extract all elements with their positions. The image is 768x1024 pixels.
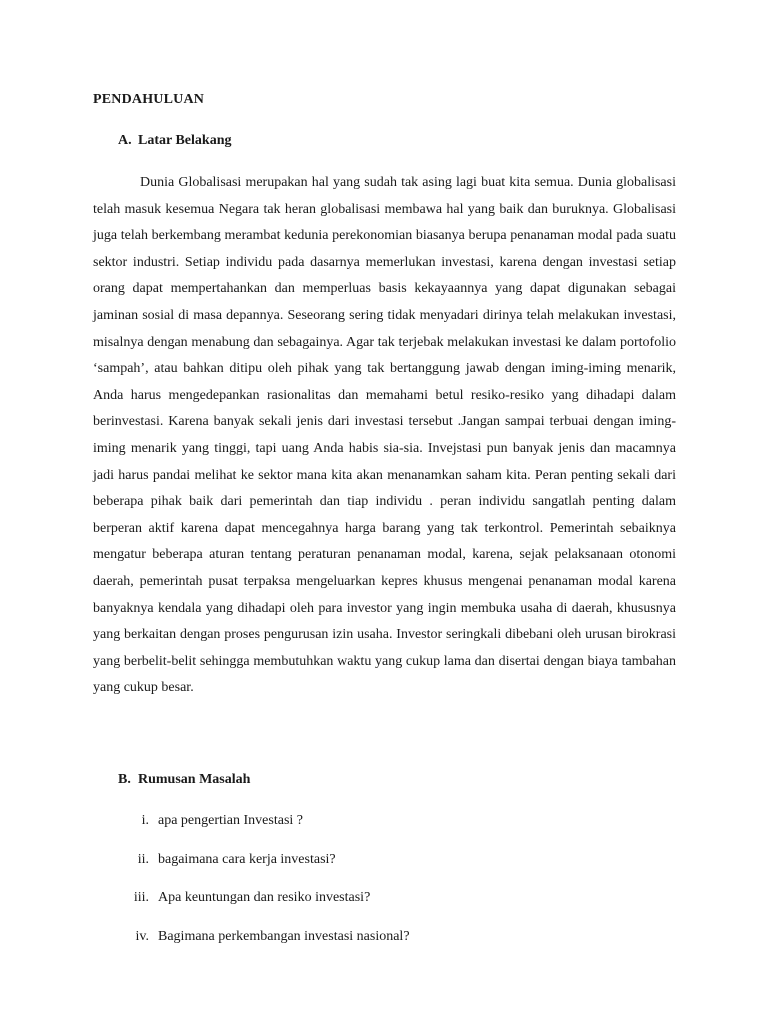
list-item — [93, 812, 673, 851]
section-a-heading-text: Latar Belakang — [138, 133, 232, 148]
list-item-number: ii. — [137, 851, 149, 867]
list-item-text: Bagimana perkembangan investasi nasional? — [158, 928, 410, 944]
list-item — [93, 889, 673, 928]
research-questions-list — [93, 812, 673, 966]
document-title: PENDAHULUAN — [93, 92, 205, 107]
list-item-number: i. — [141, 813, 149, 828]
list-item-text: bagaimana cara kerja investasi? — [158, 851, 336, 867]
list-item-text: apa pengertian Investasi ? — [158, 813, 303, 828]
list-item-text: Apa keuntungan dan resiko investasi? — [158, 890, 371, 905]
background-paragraph: Dunia Globalisasi merupakan hal yang sudah tak asing lagi buat kita semua. Dunia globalisasi telah masuk kesemua Negara tak heran globalisasi membawa hal yang baik dan buruknya. Globalisasi juga telah berkembang merambat kedunia perekonomian biasanya berupa penanaman modal pada suatu sektor industri. Setiap individu pada dasarnya memerlukan investasi, karena dengan investasi setiap orang dapat mempertahankan dan memperluas basis kekayaannya yang dapat digunakan sebagai jaminan sosial di masa depannya. Seseorang sering tidak menyadari dirinya telah melakukan investasi, misalnya dengan menabung dan sebagainya. Agar tak terjebak melakukan investasi ke dalam portofolio ‘sampah’, atau bahkan ditipu oleh pihak yang tak bertanggung jawab dengan iming-iming menarik, Anda harus mengedepankan rasionalitas dan memahami betul resiko-resiko yang dihadapi dalam berinvestasi. Karena banyak sekali jenis dari investasi tersebut .Jangan sampai terbuai dengan iming-iming menarik yang tinggi, tapi uang Anda habis sia-sia. Invejstasi pun banyak jenis dan macamnya jadi harus pandai melihat ke sektor mana kita akan menanamkan saham kita. Peran penting sekali dari beberapa pihak baik dari pemerintah dan tiap individu . peran individu sangatlah penting dalam berperan aktif karena dapat mencegahnya harga barang yang tak terkontrol. Pemerintah sebaiknya mengatur beberapa aturan tentang peraturan penanaman modal, karena, sejak pelaksanaan otonomi daerah, pemerintah pusat terpaksa mengeluarkan kepres khusus mengenai penanaman modal karena banyaknya kendala yang dihadapi oleh para investor yang ingin membuka usaha di daerah, khususnya yang berkaitan dengan proses pengurusan izin usaha. Investor seringkali dibebani oleh urusan birokrasi yang berbelit-belit sehingga membutuhkan waktu yang cukup lama dan disertai dengan biaya tambahan yang cukup besar. — [93, 175, 676, 696]
section-b-heading — [118, 772, 250, 788]
section-a-marker: A. — [118, 133, 132, 148]
section-a-heading — [118, 133, 231, 149]
section-b-heading-text: Rumusan Masalah — [138, 772, 251, 787]
section-b-marker: B. — [118, 772, 131, 787]
list-item-number: iv. — [135, 928, 149, 944]
list-item-number: iii. — [133, 890, 149, 905]
list-item — [93, 851, 673, 890]
list-item — [93, 928, 673, 967]
